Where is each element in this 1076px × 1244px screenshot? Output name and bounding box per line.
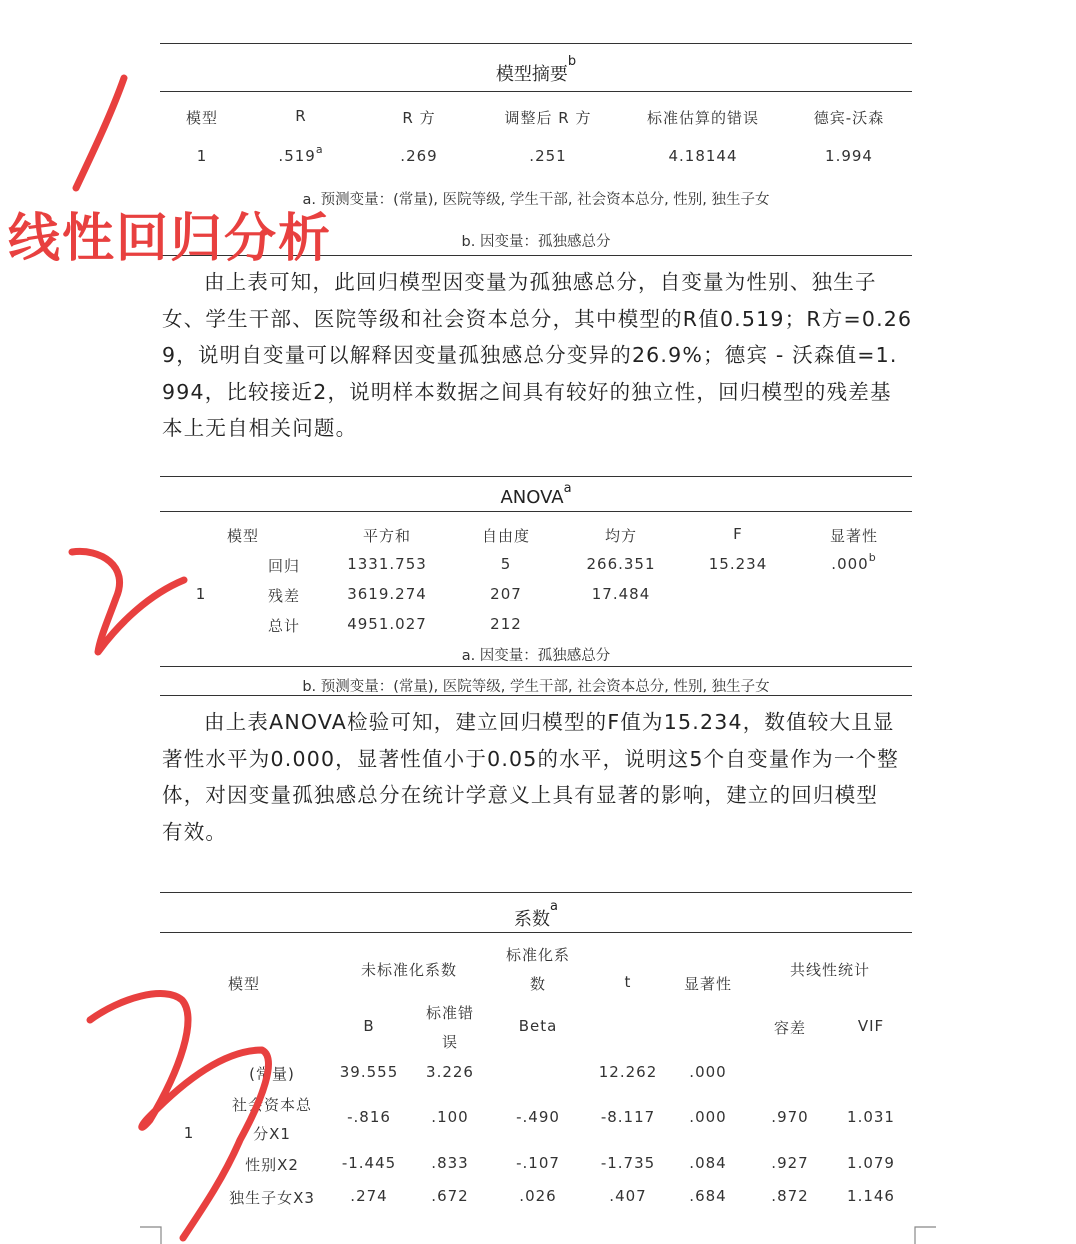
cell-tolerance: .872	[771, 1187, 809, 1205]
header-adj-r2: 调整后 R 方	[504, 109, 592, 127]
cell-t: 12.262	[598, 1063, 658, 1081]
header-sig: 显著性	[683, 975, 733, 993]
header-tolerance: 容差	[773, 1019, 807, 1037]
cell-adj-r2: .251	[529, 147, 567, 165]
paragraph-line: 有效。	[162, 819, 228, 844]
header-model: 模型	[226, 527, 260, 545]
row-label-cont: 分X1	[253, 1125, 291, 1143]
cell-se: .833	[431, 1154, 469, 1172]
cell-t: -8.117	[600, 1108, 656, 1126]
handwritten-three-icon	[90, 994, 268, 1238]
note-a: a. 因变量：孤独感总分	[461, 648, 611, 664]
cell-b: .274	[350, 1187, 388, 1205]
header-dw: 德宾-沃森	[813, 109, 885, 127]
cell-df: 5	[500, 555, 512, 573]
cell-se: .100	[431, 1108, 469, 1126]
cell-model-num: 1	[183, 1124, 195, 1142]
cell-sig: .000	[689, 1063, 727, 1081]
paragraph-line: 本上无自相关问题。	[162, 416, 358, 440]
row-label: 回归	[267, 557, 301, 575]
cell-ss: 1331.753	[347, 555, 427, 573]
paragraph-line: 女、学生干部、医院等级和社会资本总分，其中模型的R值0.519；R方=0.26	[162, 306, 913, 331]
header-model: 模型	[227, 975, 261, 993]
header-se: 标准估算的错误	[646, 109, 760, 127]
note-b: b. 预测变量：(常量), 医院等级, 学生干部, 社会资本总分, 性别, 独生子女	[302, 679, 770, 695]
cell-t: .407	[609, 1187, 647, 1205]
header-sig: 显著性	[829, 527, 879, 545]
cell-df: 212	[490, 615, 522, 633]
header-se-cont: 误	[441, 1033, 459, 1051]
note-a: a. 预测变量：(常量), 医院等级, 学生干部, 社会资本总分, 性别, 独生子女	[302, 192, 770, 208]
row-label: 社会资本总	[231, 1096, 313, 1114]
cell-model: 1	[196, 147, 208, 165]
cell-vif: 1.079	[847, 1154, 895, 1172]
cell-model-num: 1	[195, 585, 207, 603]
row-label: (常量)	[249, 1065, 295, 1083]
header-f: F	[733, 525, 743, 543]
row-label: 总计	[267, 617, 301, 635]
row-label: 性别X2	[245, 1156, 299, 1174]
cell-tolerance: .970	[771, 1108, 809, 1126]
cell-sig: .084	[689, 1154, 727, 1172]
cell-ms: 17.484	[591, 585, 651, 603]
row-label: 残差	[267, 587, 301, 605]
cell-se: 3.226	[426, 1063, 474, 1081]
cell-r: .519$^a$	[278, 143, 324, 165]
paragraph-line: 9，说明自变量可以解释因变量孤独感总分变异的26.9%；德宾 - 沃森值=1.	[162, 343, 898, 367]
header-ms: 均方	[604, 527, 638, 545]
cell-f: 15.234	[708, 555, 768, 573]
header-model: 模型	[185, 109, 219, 127]
cell-se: .672	[431, 1187, 469, 1205]
paragraph-line: 体，对因变量孤独感总分在统计学意义上具有显著的影响，建立的回归模型	[162, 783, 879, 807]
annotation-title: 线性回归分析	[8, 209, 333, 269]
cell-r2: .269	[400, 147, 438, 165]
cell-vif: 1.031	[847, 1108, 895, 1126]
cell-b: -1.445	[341, 1154, 397, 1172]
cell-vif: 1.146	[847, 1187, 895, 1205]
header-unstandardized: 未标准化系数	[360, 961, 458, 979]
header-df: 自由度	[481, 527, 531, 545]
anova-title: ANOVA$^a$	[500, 481, 572, 508]
header-standardized-cont: 数	[529, 975, 547, 993]
header-se: 标准错	[425, 1004, 475, 1022]
cell-ss: 4951.027	[347, 615, 427, 633]
cell-b: -.816	[347, 1108, 391, 1126]
header-r2: R 方	[402, 109, 436, 127]
cell-t: -1.735	[600, 1154, 656, 1172]
cell-ss: 3619.274	[347, 585, 427, 603]
header-standardized: 标准化系	[505, 946, 571, 964]
header-vif: VIF	[857, 1017, 885, 1035]
cell-sig: .000	[689, 1108, 727, 1126]
cell-sig: .000$^b$	[831, 551, 877, 573]
header-collinearity: 共线性统计	[789, 961, 871, 979]
cell-tolerance: .927	[771, 1154, 809, 1172]
header-r: R	[295, 107, 307, 125]
handwritten-two-icon	[72, 551, 184, 652]
paragraph-line: 由上表可知，此回归模型因变量为孤独感总分，自变量为性别、独生子	[204, 270, 877, 294]
cell-dw: 1.994	[825, 147, 873, 165]
cell-b: 39.555	[339, 1063, 399, 1081]
header-ss: 平方和	[362, 527, 412, 545]
handwritten-one-icon	[76, 78, 124, 188]
paragraph-line: 著性水平为0.000，显著性值小于0.05的水平，说明这5个自变量作为一个整	[162, 746, 899, 771]
paragraph-line: 由上表ANOVA检验可知，建立回归模型的F值为15.234，数值较大且显	[204, 710, 895, 734]
note-b: b. 因变量：孤独感总分	[461, 234, 611, 250]
paragraph-line: 994，比较接近2，说明样本数据之间具有较好的独立性，回归模型的残差基	[162, 379, 892, 404]
cell-sig: .684	[689, 1187, 727, 1205]
coefficients-title: 系数$^a$	[514, 899, 558, 930]
header-beta: Beta	[518, 1017, 558, 1035]
header-b: B	[363, 1017, 375, 1035]
cell-se: 4.18144	[668, 147, 738, 165]
cell-ms: 266.351	[586, 555, 656, 573]
cell-df: 207	[490, 585, 522, 603]
cell-beta: -.107	[516, 1154, 560, 1172]
cell-beta: .026	[519, 1187, 557, 1205]
row-label: 独生子女X3	[229, 1189, 315, 1207]
cell-beta: -.490	[516, 1108, 560, 1126]
header-t: t	[624, 973, 632, 991]
model-summary-title: 模型摘要$^b$	[495, 54, 577, 85]
